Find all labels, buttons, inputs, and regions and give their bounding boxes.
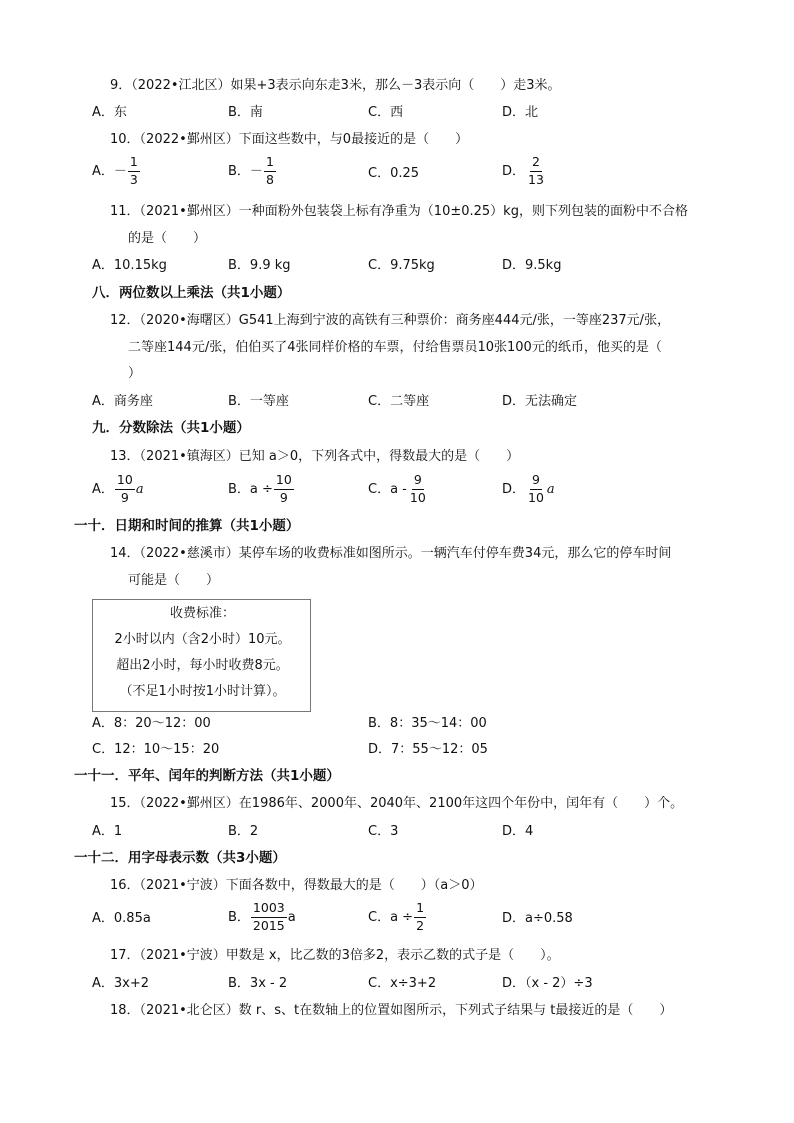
- q9-option-c[interactable]: C．西: [368, 105, 404, 120]
- section-heading-10: 一十．日期和时间的推算（共1小题）: [74, 518, 300, 534]
- q16-option-d[interactable]: D．a÷0.58: [502, 911, 573, 926]
- q13-c-expression: a -: [390, 481, 407, 497]
- q17-option-b[interactable]: B．3x - 2: [228, 976, 288, 991]
- q14-option-b[interactable]: B．8：35～14：00: [368, 716, 487, 731]
- question-12-stem-line1: 12．（2020•海曙区）G541上海到宁波的高铁有三种票价：商务座444元/张，一等座237元/张，: [110, 313, 671, 328]
- q16-c-fraction: [414, 902, 426, 932]
- q13-b-label: B．: [228, 481, 250, 497]
- section-heading-12: 一十二．用字母表示数（共3小题）: [74, 850, 286, 866]
- q13-c-fraction: [408, 474, 428, 504]
- q13-option-c[interactable]: [368, 474, 429, 504]
- q16-b-label: B．: [228, 909, 250, 925]
- q13-a-variable: a: [135, 481, 144, 497]
- q15-option-b[interactable]: B．2: [228, 824, 259, 839]
- q10-b-sign: －: [249, 163, 263, 179]
- q14-option-d[interactable]: D．7：55～12：05: [368, 742, 488, 757]
- q10-d-numerator: 2: [530, 156, 542, 172]
- q10-option-a[interactable]: [92, 156, 141, 186]
- question-10-stem: 10．（2022•鄞州区）下面这些数中，与0最接近的是（ ）: [110, 132, 469, 147]
- question-16-stem: 16．（2021•宁波）下面各数中，得数最大的是（ ）（a＞0）: [110, 878, 483, 893]
- q12-option-b[interactable]: B．一等座: [228, 394, 289, 409]
- q12-option-a[interactable]: A．商务座: [92, 394, 153, 409]
- question-15-stem: 15．（2022•鄞州区）在1986年、2000年、2040年、2100年这四个年份中，闰年有（ ）个。: [110, 796, 684, 811]
- q9-option-a[interactable]: A．东: [92, 105, 127, 120]
- q13-option-d[interactable]: [502, 474, 555, 504]
- question-12-stem-line3: ）: [128, 366, 142, 381]
- q13-d-denominator: 10: [528, 489, 544, 505]
- q13-c-denominator: 10: [409, 489, 426, 505]
- q12-option-c[interactable]: C．二等座: [368, 394, 430, 409]
- q10-b-fraction: [264, 156, 276, 186]
- q10-b-denominator: 8: [265, 171, 274, 187]
- q13-d-variable: a: [546, 481, 555, 497]
- question-9-stem: 9．（2022•江北区）如果+3表示向东走3米，那么－3表示向（ ）走3米。: [110, 78, 561, 93]
- q10-a-numerator: 1: [128, 156, 140, 172]
- q13-a-label: A．: [92, 481, 114, 497]
- question-14-stem-line1: 14．（2022•慈溪市）某停车场的收费标准如图所示。一辆汽车付停车费34元，那么它的停车时间: [110, 546, 672, 561]
- q16-b-denominator: 2015: [252, 917, 285, 933]
- q15-option-c[interactable]: C．3: [368, 824, 399, 839]
- q10-a-label: A．: [92, 163, 114, 179]
- q16-option-a[interactable]: A．0.85a: [92, 911, 151, 926]
- q13-d-numerator: 9: [530, 474, 542, 490]
- question-18-stem: 18．（2021•北仑区）数 r、s、t在数轴上的位置如图所示，下列式子结果与 t最接近的是（ ）: [110, 1003, 673, 1018]
- q11-option-c[interactable]: C．9.75kg: [368, 258, 435, 273]
- q11-option-a[interactable]: A．10.15kg: [92, 258, 167, 273]
- q10-b-label: B．: [228, 163, 250, 179]
- question-11-stem-line2: 的是（ ）: [128, 231, 207, 246]
- q10-a-denominator: 3: [129, 171, 138, 187]
- section-heading-8: 八．两位数以上乘法（共1小题）: [92, 285, 291, 301]
- q13-c-label: C．: [368, 481, 391, 497]
- parking-fee-rule-2: 超出2小时，每小时收费8元。: [116, 658, 289, 673]
- q16-option-b[interactable]: [228, 902, 296, 932]
- question-17-stem: 17．（2021•宁波）甲数是 x，比乙数的3倍多2，表示乙数的式子是（ ）。: [110, 948, 560, 963]
- q10-d-fraction: [526, 156, 546, 186]
- q13-d-label: D．: [502, 481, 526, 497]
- q13-d-fraction: [526, 474, 546, 504]
- q10-a-fraction: [128, 156, 140, 186]
- q17-option-c[interactable]: C．x÷3+2: [368, 976, 437, 991]
- q14-option-a[interactable]: A．8：20～12：00: [92, 716, 211, 731]
- q10-option-c[interactable]: C．0.25: [368, 166, 420, 181]
- q11-option-b[interactable]: B．9.9 kg: [228, 258, 291, 273]
- q13-a-fraction: [115, 474, 135, 504]
- q16-option-c[interactable]: [368, 902, 427, 932]
- q16-c-numerator: 1: [414, 902, 426, 918]
- q10-a-sign: －: [113, 163, 127, 179]
- question-13-stem: 13．（2021•镇海区）已知 a＞0，下列各式中，得数最大的是（ ）: [110, 449, 520, 464]
- q14-option-c[interactable]: C．12：10～15：20: [92, 742, 220, 757]
- q12-option-d[interactable]: D．无法确定: [502, 394, 578, 409]
- q13-c-numerator: 9: [412, 474, 424, 490]
- q17-option-a[interactable]: A．3x+2: [92, 976, 150, 991]
- q10-b-numerator: 1: [264, 156, 276, 172]
- q15-option-a[interactable]: A．1: [92, 824, 123, 839]
- parking-fee-box: [92, 599, 311, 712]
- question-12-stem-line2: 二等座144元/张，伯伯买了4张同样价格的车票，付给售票员10张100元的纸币，他买的是（: [128, 340, 662, 355]
- q13-b-denominator: 9: [279, 489, 288, 505]
- q13-option-b[interactable]: [228, 474, 295, 504]
- q16-c-expression: a ÷: [390, 909, 414, 925]
- q17-option-d[interactable]: D．（x - 2）÷3: [502, 976, 593, 991]
- q16-b-numerator: 1003: [251, 902, 287, 918]
- q13-a-denominator: 9: [120, 489, 129, 505]
- q10-option-b[interactable]: [228, 156, 277, 186]
- section-heading-11: 一十一．平年、闰年的判断方法（共1小题）: [74, 768, 340, 784]
- q13-a-numerator: 10: [115, 474, 135, 490]
- q9-option-b[interactable]: B．南: [228, 105, 263, 120]
- q10-option-d[interactable]: [502, 156, 547, 186]
- q13-b-numerator: 10: [274, 474, 294, 490]
- parking-fee-rule-3: （不足1小时按1小时计算）。: [119, 684, 286, 699]
- section-heading-9: 九．分数除法（共1小题）: [92, 420, 250, 436]
- q16-c-denominator: 2: [416, 917, 425, 933]
- q16-b-variable: a: [287, 909, 296, 925]
- q10-d-label: D．: [502, 163, 526, 179]
- question-11-stem-line1: 11．（2021•鄞州区）一种面粉外包装袋上标有净重为（10±0.25）kg，则下列包装的面粉中不合格: [110, 204, 688, 219]
- q16-b-fraction: [251, 902, 287, 932]
- q16-c-label: C．: [368, 909, 391, 925]
- q13-option-a[interactable]: [92, 474, 144, 504]
- q13-b-expression: a ÷: [249, 481, 273, 497]
- q13-b-fraction: [274, 474, 294, 504]
- q9-option-d[interactable]: D．北: [502, 105, 539, 120]
- question-14-stem-line2: 可能是（ ）: [128, 573, 220, 588]
- parking-fee-rule-1: 2小时以内（含2小时）10元。: [114, 632, 291, 647]
- parking-fee-title: 收费标准：: [169, 606, 235, 621]
- q10-d-denominator: 13: [528, 171, 544, 187]
- q15-option-d[interactable]: D．4: [502, 824, 534, 839]
- q11-option-d[interactable]: D．9.5kg: [502, 258, 562, 273]
